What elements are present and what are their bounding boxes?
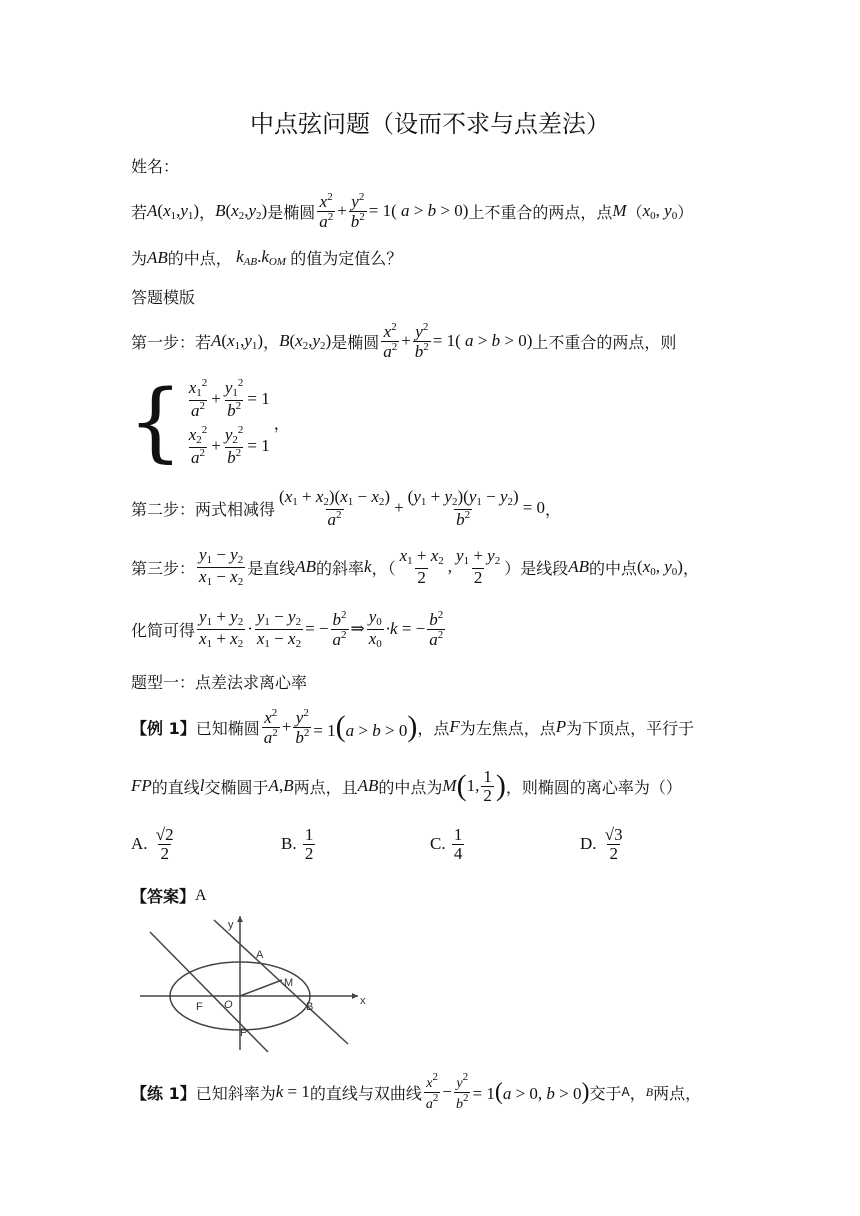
step-1: 第一步：若 $A(x_1,y_1)$ ， $B(x_2,y_2)$ 是椭圆 $\frac{x^2}{a^2}$ + $\frac{y^2}{b^2}$ = 1( a > b > 0) 上不重合的两点，则	[131, 321, 677, 361]
step-2: 第二步：两式相减得 $\frac{(x_1 + x_2)(x_1 - x_2)}{a^2}$ + $\frac{(y_1 + y_2)(y_1 - y_2)}{b^2}$ = 0 ，	[131, 487, 562, 529]
example1-text9: ，则椭圆的离心率为（）	[505, 777, 682, 797]
intro-line-1: 若 $A(x_1,y_1)$ ， $B(x_2,y_2)$ 是椭圆 $\frac{x^2}{a^2}$ + $\frac{y^2}{b^2}$ = 1( a > b > 0) 上不重合的两点，点 M （ $x_0$, $y_0$ ）	[131, 191, 694, 231]
label-m: M	[284, 977, 294, 989]
answer-tag: 【答案】	[131, 887, 196, 906]
practice1-b: B	[645, 1084, 654, 1099]
label-y: y	[228, 919, 234, 931]
segment-om	[240, 980, 282, 996]
option-a: A. $\frac{√2}{2}$	[131, 825, 174, 863]
intro-ellipse: 是椭圆	[267, 202, 316, 222]
page-title: 中点弦问题（设而不求与点差法）	[250, 110, 610, 138]
intro-as: 为	[131, 249, 148, 268]
answer-line	[131, 884, 207, 907]
name-label: 姓名：	[131, 157, 180, 176]
practice1-comma: ，	[629, 1083, 646, 1103]
example1-line-1: 【例 1】 已知椭圆 $\frac{x^2}{a^2}$ + $\frac{y^2}{b^2}$ = 1(a > b > 0) ，点 F 为左焦点，点 P 为下顶点，平行于	[131, 707, 695, 747]
example1-text6: 交椭圆于	[204, 777, 269, 797]
step3-mid1: 是直线	[247, 558, 296, 578]
label-x: x	[360, 995, 366, 1007]
example1-text1: 已知椭圆	[195, 718, 260, 738]
practice1-line: 【练 1】 已知斜率为 k = 1 的直线与双曲线 $\frac{x^2}{a^2}$ − $\frac{y^2}{b^2}$ = 1(a > 0, b > 0) 交于 A ， B 两点，	[131, 1071, 702, 1112]
step1-mid: 是椭圆	[331, 332, 380, 352]
answer-value: A	[195, 886, 207, 904]
intro-condition: 上不重合的两点，点	[468, 202, 613, 222]
option-d-label: D.	[580, 834, 597, 854]
label-b: B	[306, 1001, 314, 1013]
option-d: D. $\frac{√3}{2}$	[580, 825, 623, 863]
simplify-line: 化简可得 $\frac{y_1 + y_2}{x_1 + x_2}$ · $\frac{y_1 - y_2}{x_1 - x_2}$ = − $\frac{b^2}{a^2}$ ⇒ $\frac{y_0}{x_0}$ ·k = − $\frac{b^2}{a^2}$	[131, 607, 444, 650]
practice1-text2: 的直线与双曲线	[309, 1083, 422, 1103]
example1-text7: 两点，且	[293, 777, 358, 797]
equation-system: { $\frac{x_1^2}{a^2}$ + $\frac{y_1^2}{b^2}$ = 1 $\frac{x_2^2}{a^2}$ + $\frac{y_2^2}{b^2}$ = 1 ，	[128, 372, 290, 473]
example1-text5: 的直线	[151, 777, 200, 797]
example1-tag: 【例 1】	[131, 718, 196, 738]
label-o: O	[224, 999, 233, 1011]
step3-mid3: 是线段	[520, 558, 569, 578]
option-c: C. $\frac{1}{4}$	[430, 825, 463, 863]
label-f: F	[196, 1001, 203, 1013]
option-b-label: B.	[281, 834, 297, 854]
example1-line-2: FP 的直线 l 交椭圆于 A,B 两点，且 AB 的中点为 M ( 1, $\frac{1}{2}$ ) ，则椭圆的离心率为（）	[131, 767, 682, 805]
intro-midpoint: 的中点，	[167, 249, 232, 268]
step3-mid4: 的中点	[589, 558, 638, 578]
example1-text3: 为左焦点，点	[459, 718, 556, 738]
template-label: 答题模版	[131, 288, 196, 307]
intro-if: 若	[131, 202, 148, 222]
label-a: A	[256, 949, 264, 961]
option-a-label: A.	[131, 834, 148, 854]
simplify-prefix: 化简可得	[131, 620, 196, 640]
type1-heading: 题型一：点差法求离心率	[131, 673, 308, 692]
practice1-text3: 交于	[589, 1083, 622, 1103]
practice1-a: A	[621, 1085, 630, 1100]
step2-prefix: 第二步：两式相减得	[131, 499, 276, 519]
practice1-tag: 【练 1】	[131, 1083, 196, 1103]
practice1-text1: 已知斜率为	[195, 1083, 276, 1103]
intro-question: 的值为定值么？	[290, 249, 403, 268]
option-c-label: C.	[430, 834, 446, 854]
label-p: P	[240, 1027, 248, 1039]
step1-prefix: 第一步：若	[131, 332, 212, 352]
intro-line-2: 为 AB 的中点， $k_{AB}.k_{OM}$ 的值为定值么？	[131, 247, 403, 268]
practice1-text7: 两点，	[653, 1083, 702, 1103]
example1-text8: 的中点为	[378, 777, 443, 797]
intro-comma: ，	[199, 202, 216, 222]
step3-mid2: 的斜率	[316, 558, 365, 578]
step1-suffix: 上不重合的两点，则	[532, 332, 677, 352]
step3-prefix: 第三步：	[131, 558, 196, 578]
example1-text4: 为下顶点，平行于	[566, 718, 695, 738]
line-l	[214, 920, 348, 1044]
example1-text2: ，点	[417, 718, 450, 738]
ellipse-figure	[136, 912, 372, 1054]
step-3: 第三步： $\frac{y_1 - y_2}{x_1 - x_2}$ 是直线 AB 的斜率 k ，（ $\frac{x_1 + x_2}{2}$ , $\frac{y_1 + y_2}{2}$ ） 是线段 AB 的中点 ($x_0$, $y_0$) ，	[131, 545, 699, 588]
option-b: B. $\frac{1}{2}$	[281, 825, 314, 863]
